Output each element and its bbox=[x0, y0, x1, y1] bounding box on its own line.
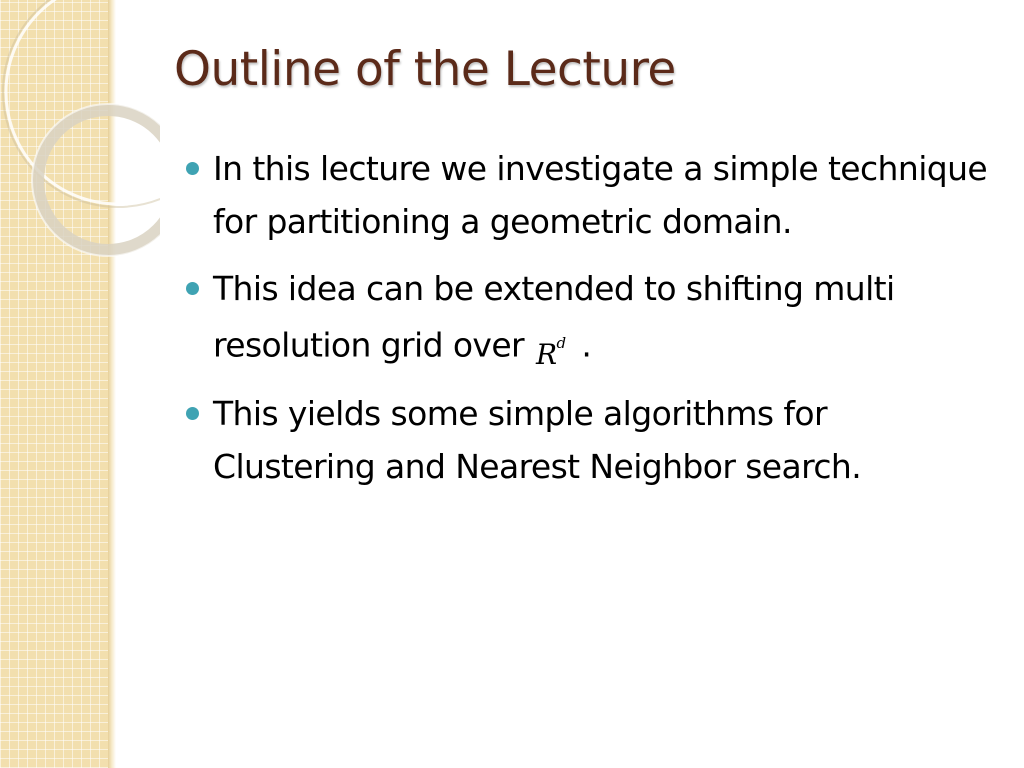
bullet-text: This yields some simple algorithms for Clustering and Nearest Neighbor search. bbox=[213, 394, 862, 487]
math-base: R bbox=[536, 338, 557, 372]
bullet-suffix: . bbox=[571, 325, 592, 365]
bullet-item bbox=[186, 387, 996, 493]
bullet-item bbox=[186, 142, 996, 248]
bullet-item bbox=[186, 262, 996, 373]
bullet-text: In this lecture we investigate a simple technique for partitioning a geometric domain. bbox=[213, 149, 988, 241]
bullet-list bbox=[186, 142, 996, 507]
side-panel-edge bbox=[108, 0, 116, 768]
bullet-text: This idea can be extended to shifting multi resolution grid over bbox=[213, 269, 895, 365]
decorative-side-panel bbox=[0, 0, 112, 768]
bullet-dot-icon bbox=[186, 162, 199, 175]
math-expression bbox=[536, 334, 566, 372]
bullet-dot-icon bbox=[186, 282, 199, 295]
math-superscript: d bbox=[556, 334, 566, 352]
slide-title: Outline of the Lecture bbox=[174, 42, 676, 97]
bullet-dot-icon bbox=[186, 407, 199, 420]
